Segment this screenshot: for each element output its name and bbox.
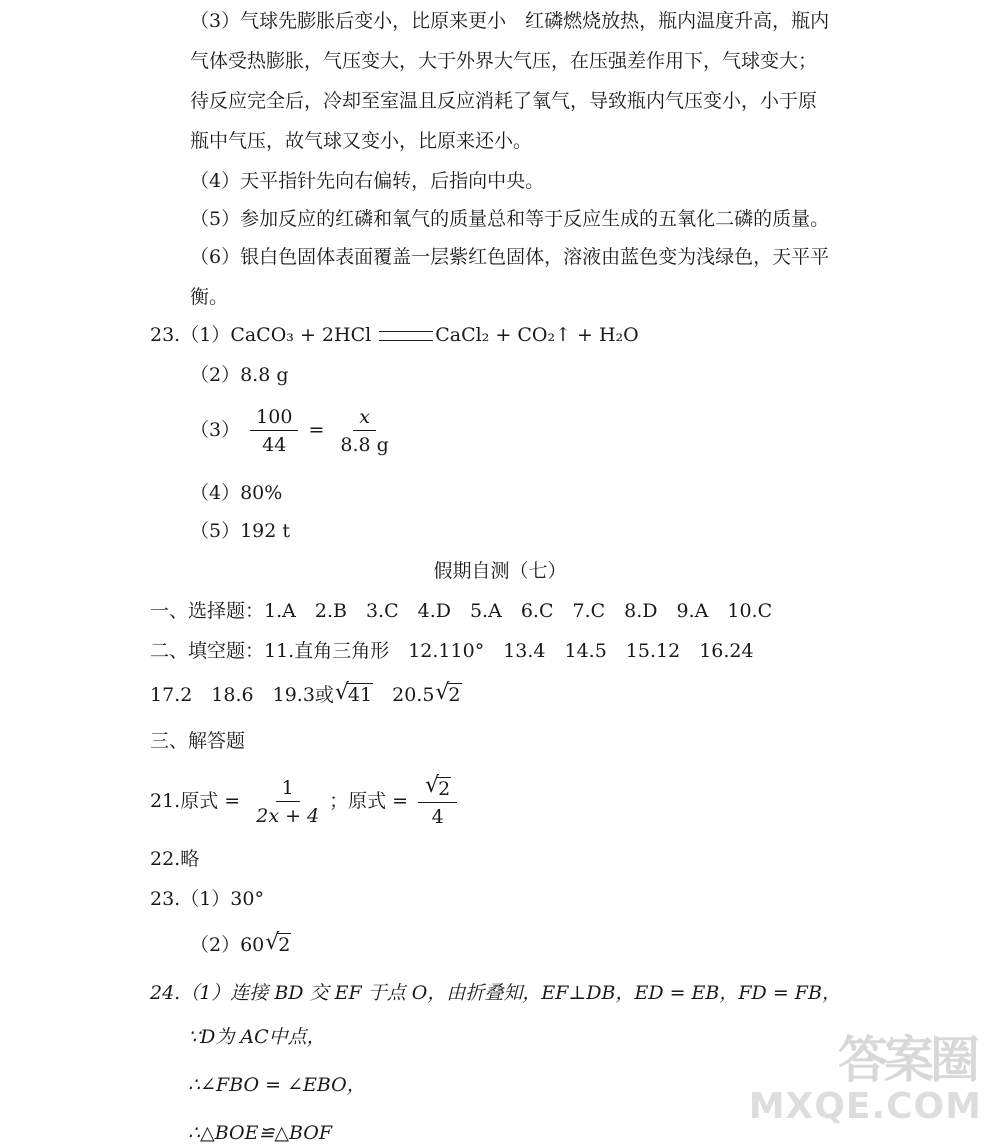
fraction-denominator: 8.8 g bbox=[340, 434, 389, 456]
gas-arrow-icon: ↑ bbox=[555, 324, 571, 346]
fraction-1-over-2x4 bbox=[250, 777, 325, 827]
equation-double-line bbox=[379, 331, 433, 341]
fraction-denominator: 4 bbox=[431, 805, 444, 828]
q24-line3: ∴∠FBO = ∠EBO， bbox=[188, 1074, 366, 1096]
equation-tail: + H₂O bbox=[577, 324, 639, 346]
chem-answer-3-label: （3） bbox=[190, 419, 241, 441]
equation-lhs: CaCO₃ + 2HCl bbox=[230, 324, 372, 346]
text-p3-line2: 气体受热膨胀，气压变大，大于外界大气压，在压强差作用下，气球变大； bbox=[190, 50, 818, 72]
fraction-denominator: 44 bbox=[262, 434, 287, 456]
part2b-middle: 20.5 bbox=[373, 684, 435, 706]
chem-answer-2: （2）8.8 g bbox=[190, 364, 289, 386]
text-p6-line2: 衡。 bbox=[190, 286, 229, 308]
sqrt-2 bbox=[426, 777, 451, 800]
q21-separator: ；原式 = bbox=[329, 790, 409, 812]
chem-answer-4: （4）80% bbox=[190, 482, 283, 504]
sqrt-2 bbox=[436, 682, 461, 708]
q24-line1: 24.（1）连接 BD 交 EF 于点 O，由折叠知，EF⊥DB，ED = EB，FD = FB， bbox=[150, 982, 841, 1004]
fraction-numerator: x bbox=[353, 406, 376, 431]
equation-rhs: CaCl₂ + CO₂ bbox=[435, 324, 556, 346]
part3-heading: 三、解答题 bbox=[150, 730, 246, 752]
text-p3-line1: （3）气球先膨胀后变小，比原来更小 红磷燃烧放热，瓶内温度升高，瓶内 bbox=[190, 10, 830, 32]
radicand: 41 bbox=[347, 684, 373, 706]
part2-fill-in: 二、填空题：11.直角三角形 12.110° 13.4 14.5 15.12 16.24 bbox=[150, 640, 754, 662]
chem-equation bbox=[150, 322, 639, 348]
radicand: 2 bbox=[278, 934, 291, 956]
text-p3-line3: 待反应完全后，冷却至室温且反应消耗了氧气，导致瓶内气压变小，小于原 bbox=[190, 90, 818, 112]
q22-answer: 22.略 bbox=[150, 848, 200, 870]
part2-fill-in-cont bbox=[150, 682, 462, 708]
fraction-x-8.8g bbox=[334, 406, 394, 456]
section-title: 假期自测（七） bbox=[433, 560, 567, 582]
sqrt-41 bbox=[336, 682, 373, 708]
chem-answer-3 bbox=[190, 406, 399, 456]
sqrt-2 bbox=[266, 932, 291, 958]
q21-answer bbox=[150, 776, 461, 828]
equals-sign: = bbox=[308, 419, 325, 441]
fraction-numerator bbox=[418, 777, 457, 803]
q24-line2: ∵D为 AC中点， bbox=[188, 1026, 326, 1048]
radicand: 2 bbox=[448, 684, 461, 706]
text-p3-line4: 瓶中气压，故气球又变小，比原来还小。 bbox=[190, 130, 533, 152]
part2b-prefix: 17.2 18.6 19.3或 bbox=[150, 684, 334, 706]
q23-answer-2 bbox=[190, 932, 291, 958]
watermark-bottom-text: MXQE.COM bbox=[748, 1086, 982, 1127]
fraction-denominator: 2x + 4 bbox=[256, 805, 320, 827]
fraction-100-44 bbox=[250, 406, 298, 456]
q24-line4: ∴△BOE≌△BOF bbox=[188, 1122, 333, 1144]
chem-answer-5: （5）192 t bbox=[190, 520, 291, 542]
q23-label: 23.（1） bbox=[150, 324, 231, 346]
q23-a2-prefix: （2）60 bbox=[190, 934, 265, 956]
watermark-top-text: 答案圈 bbox=[838, 1030, 976, 1089]
text-p5: （5）参加反应的红磷和氧气的质量总和等于反应生成的五氧化二磷的质量。 bbox=[190, 208, 830, 230]
watermark-logo bbox=[748, 1020, 994, 1140]
q21-label: 21.原式 = bbox=[150, 790, 241, 812]
fraction-sqrt2-over-4 bbox=[418, 777, 457, 828]
part1-choices: 一、选择题：1.A 2.B 3.C 4.D 5.A 6.C 7.C 8.D 9.A 10.C bbox=[150, 600, 773, 622]
text-p6-line1: （6）银白色固体表面覆盖一层紫红色固体，溶液由蓝色变为浅绿色，天平平 bbox=[190, 246, 830, 268]
q23-answer-1: 23.（1）30° bbox=[150, 888, 264, 910]
text-p4: （4）天平指针先向右偏转，后指向中央。 bbox=[190, 170, 545, 192]
fraction-numerator: 1 bbox=[276, 777, 300, 802]
radicand: 2 bbox=[438, 777, 451, 800]
fraction-numerator: 100 bbox=[250, 406, 298, 431]
